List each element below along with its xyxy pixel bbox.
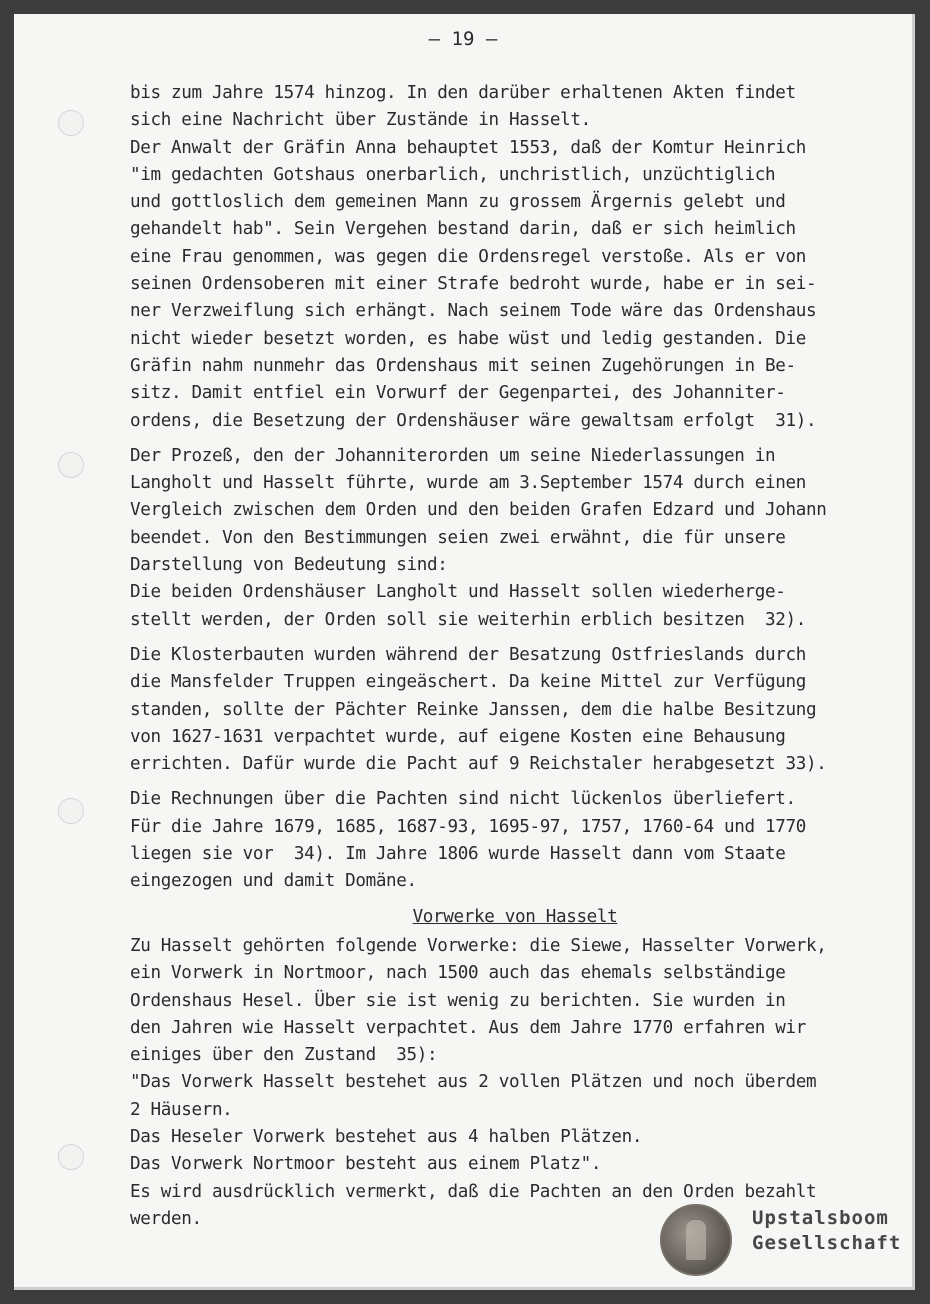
paragraph [130, 786, 900, 895]
text-line: sitz. Damit entfiel ein Vorwurf der Gegenpartei, des Johanniter- [130, 383, 786, 404]
text-line: eingezogen und damit Domäne. [130, 871, 417, 892]
text-line: gehandelt hab". Sein Vergehen bestand darin, daß er sich heimlich [130, 219, 796, 240]
text-line: Darstellung von Bedeutung sind: [130, 555, 448, 576]
text-line: ner Verzweiflung sich erhängt. Nach seinem Tode wäre das Ordenshaus [130, 301, 817, 322]
document-page [14, 14, 915, 1290]
logo-line-2: Gesellschaft [752, 1232, 902, 1254]
text-line: ordens, die Besetzung der Ordenshäuser wäre gewaltsam erfolgt 31). [130, 410, 817, 431]
text-line: Langholt und Hasselt führte, wurde am 3.September 1574 durch einen [130, 473, 806, 494]
text-line: Die Rechnungen über die Pachten sind nicht lückenlos überliefert. [130, 789, 796, 810]
paragraph [130, 443, 900, 634]
publisher-logo [660, 1200, 900, 1276]
text-line: werden. [130, 1208, 202, 1229]
punch-hole [58, 798, 84, 824]
text-line: Das Heseler Vorwerk bestehet aus 4 halben Plätzen. [130, 1126, 643, 1147]
text-line: Vergleich zwischen dem Orden und den beiden Grafen Edzard und Johann [130, 500, 827, 521]
text-line: bis zum Jahre 1574 hinzog. In den darüber erhaltenen Akten findet [130, 83, 796, 103]
text-line: Der Anwalt der Gräfin Anna behauptet 1553, daß der Komtur Heinrich [130, 137, 806, 158]
text-line: "im gedachten Gotshaus onerbarlich, unchristlich, unzüchtiglich [130, 164, 776, 185]
paragraph [130, 80, 900, 435]
text-line: einiges über den Zustand 35): [130, 1045, 438, 1066]
text-line: den Jahren wie Hasselt verpachtet. Aus dem Jahre 1770 erfahren wir [130, 1017, 806, 1038]
text-line: Es wird ausdrücklich vermerkt, daß die Pachten an den Orden bezahlt [130, 1181, 817, 1202]
text-line: 2 Häusern. [130, 1099, 233, 1120]
punch-hole [58, 1144, 84, 1170]
text-line: und gottloslich dem gemeinen Mann zu grossem Ärgernis gelebt und [130, 192, 786, 213]
text-line: beendet. Von den Bestimmungen seien zwei erwähnt, die für unsere [130, 527, 786, 548]
paragraph [130, 642, 900, 778]
page-number: – 19 – [428, 28, 498, 50]
text-line: von 1627-1631 verpachtet wurde, auf eigene Kosten eine Behausung [130, 726, 786, 747]
seal-icon [660, 1204, 732, 1276]
text-line: Das Vorwerk Nortmoor besteht aus einem Platz". [130, 1154, 602, 1175]
section-heading: Vorwerke von Hasselt [412, 906, 618, 927]
text-line: Die beiden Ordenshäuser Langholt und Hasselt sollen wiederherge- [130, 582, 786, 603]
text-line: liegen sie vor 34). Im Jahre 1806 wurde Hasselt dann vom Staate [130, 844, 786, 865]
paragraphs-after-heading [130, 933, 900, 1233]
text-line: die Mansfelder Truppen eingeäschert. Da keine Mittel zur Verfügung [130, 672, 806, 693]
text-line: standen, sollte der Pächter Reinke Janssen, dem die halbe Besitzung [130, 699, 817, 720]
text-line: Der Prozeß, den der Johanniterorden um seine Niederlassungen in [130, 445, 776, 466]
text-line: "Das Vorwerk Hasselt bestehet aus 2 vollen Plätzen und noch überdem [130, 1072, 817, 1093]
paragraph [130, 933, 900, 1233]
text-line: sich eine Nachricht über Zustände in Hasselt. [130, 110, 591, 131]
text-line: Für die Jahre 1679, 1685, 1687-93, 1695-97, 1757, 1760-64 und 1770 [130, 816, 806, 837]
logo-line-1: Upstalsboom [752, 1207, 889, 1229]
text-line: Zu Hasselt gehörten folgende Vorwerke: die Siewe, Hasselter Vorwerk, [130, 935, 827, 956]
text-line: errichten. Dafür wurde die Pacht auf 9 Reichstaler herabgesetzt 33). [130, 754, 827, 775]
body-text [130, 80, 900, 1241]
text-line: ein Vorwerk in Nortmoor, nach 1500 auch das ehemals selbständige [130, 963, 786, 984]
punch-hole [58, 452, 84, 478]
text-line: Ordenshaus Hesel. Über sie ist wenig zu berichten. Sie wurden in [130, 990, 786, 1011]
text-line: eine Frau genommen, was gegen die Ordensregel verstoße. Als er von [130, 246, 806, 267]
text-line: seinen Ordensoberen mit einer Strafe bedroht wurde, habe er in sei- [130, 274, 817, 295]
punch-hole [58, 110, 84, 136]
paragraphs-before-heading [130, 80, 900, 896]
text-line: stellt werden, der Orden soll sie weiterhin erblich besitzen 32). [130, 609, 806, 630]
text-line: Die Klosterbauten wurden während der Besatzung Ostfrieslands durch [130, 644, 806, 665]
text-line: nicht wieder besetzt worden, es habe wüst und ledig gestanden. Die [130, 328, 806, 349]
text-line: Gräfin nahm nunmehr das Ordenshaus mit seinen Zugehörungen in Be- [130, 355, 796, 376]
logo-text [752, 1206, 901, 1256]
